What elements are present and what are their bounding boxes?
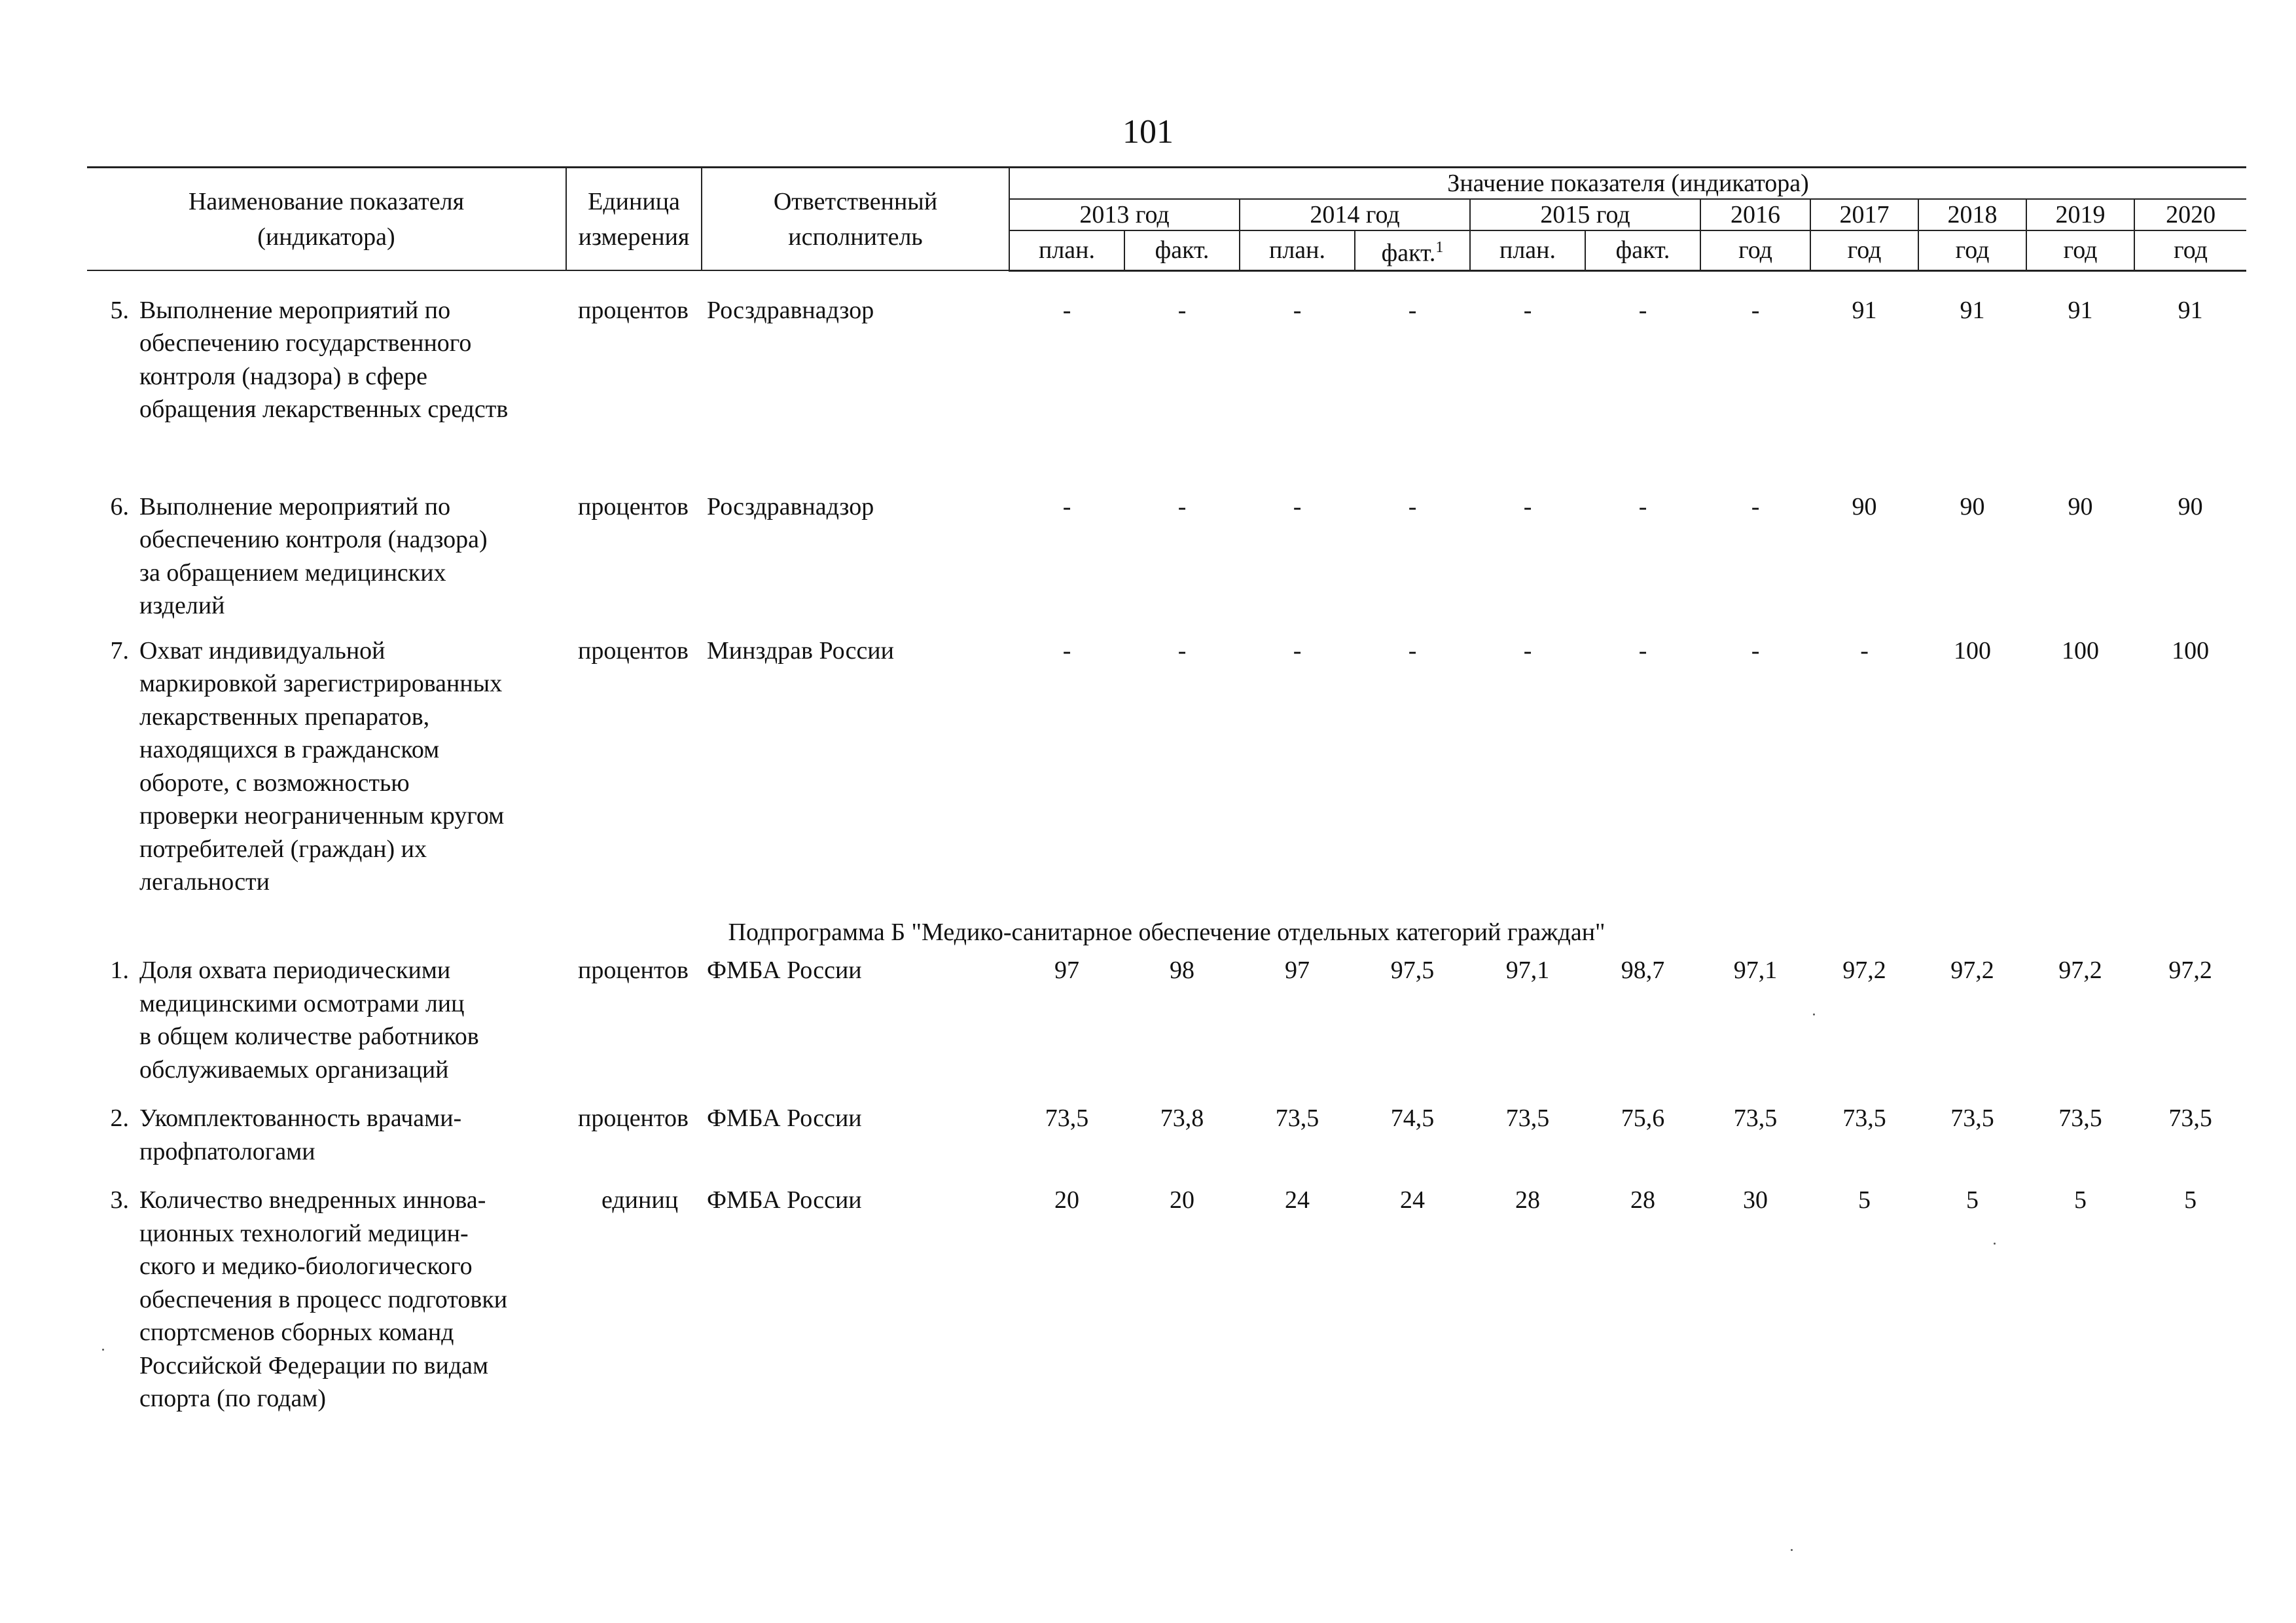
indicator-value: 98,7 xyxy=(1621,957,1665,985)
indicator-value: 91 xyxy=(2068,296,2093,324)
header-name-line: Наименование показателя xyxy=(188,187,465,215)
indicator-value: - xyxy=(1523,296,1532,324)
indicator-value: - xyxy=(1062,492,1071,520)
header-god-2017: год xyxy=(1810,230,1918,270)
indicator-value: 73,5 xyxy=(1733,1104,1778,1133)
footnote-marker: 1 xyxy=(1435,239,1444,256)
indicator-name-line: обеспечению государственного xyxy=(139,329,472,357)
table-row xyxy=(87,1102,2246,1184)
unit-of-measure: процентов xyxy=(578,636,689,665)
indicator-value: 73,8 xyxy=(1160,1104,1204,1133)
indicator-name-line: в общем количестве работников xyxy=(139,1023,479,1051)
indicator-value: - xyxy=(1408,296,1417,324)
scan-speck xyxy=(1813,1013,1815,1015)
responsible-executor: Минздрав России xyxy=(707,636,894,665)
row-spacer xyxy=(87,270,2246,294)
indicator-value: 73,5 xyxy=(1275,1104,1319,1133)
header-unit xyxy=(566,168,702,271)
indicator-value: 20 xyxy=(1054,1186,1080,1214)
indicator-name-line: обороте, с возможностью xyxy=(139,769,410,797)
table-row xyxy=(87,294,2246,490)
indicator-name-line: обращения лекарственных средств xyxy=(139,395,509,424)
indicator-value: 5 xyxy=(2074,1186,2087,1214)
subprogram-title: Подпрограмма Б "Медико-санитарное обеспечение отдельных категорий граждан" xyxy=(728,918,1605,946)
header-unit-line: Единица xyxy=(588,187,680,215)
indicator-value: 100 xyxy=(2062,636,2100,665)
indicator-value: 5 xyxy=(2184,1186,2197,1214)
indicator-value: 91 xyxy=(1960,296,1985,324)
indicator-value: 97,2 xyxy=(2168,957,2212,985)
indicators-table xyxy=(87,166,2246,1415)
indicator-name-line: изделий xyxy=(139,592,225,620)
indicator-value: 91 xyxy=(2178,296,2203,324)
row-number: 1. xyxy=(110,957,129,985)
indicator-name-line: Выполнение мероприятий по xyxy=(139,296,451,324)
indicator-value: 75,6 xyxy=(1621,1104,1665,1133)
indicator-value: 5 xyxy=(1966,1186,1979,1214)
indicator-name-line: легальности xyxy=(139,868,270,896)
header-value-group: Значение показателя (индикатора) xyxy=(1009,168,2246,200)
indicator-value: 28 xyxy=(1515,1186,1541,1214)
table-row xyxy=(87,490,2246,634)
header-fact-label: факт. xyxy=(1381,239,1436,267)
header-god-2020: год xyxy=(2134,230,2246,270)
row-number: 2. xyxy=(110,1104,129,1133)
indicator-value: - xyxy=(1523,492,1532,520)
indicator-name-line: спорта (по годам) xyxy=(139,1385,327,1413)
table-row xyxy=(87,1184,2246,1415)
indicator-name-line: Количество внедренных иннова- xyxy=(139,1186,486,1214)
header-god-2016: год xyxy=(1700,230,1810,270)
indicator-value: 97,2 xyxy=(1842,957,1886,985)
indicator-value: 98 xyxy=(1170,957,1195,985)
indicator-value: 97 xyxy=(1054,957,1080,985)
header-year-2014: 2014 год xyxy=(1240,199,1470,230)
indicator-value: - xyxy=(1062,296,1071,324)
indicator-value: - xyxy=(1293,296,1302,324)
indicator-name-line: Укомплектованность врачами- xyxy=(139,1104,462,1133)
indicator-value: 73,5 xyxy=(2168,1104,2212,1133)
indicator-value: 24 xyxy=(1285,1186,1310,1214)
subprogram-row xyxy=(87,899,2246,955)
header-unit-line: измерения xyxy=(578,223,690,251)
scan-speck xyxy=(102,1349,104,1351)
indicator-value: - xyxy=(1638,492,1647,520)
indicator-name-line: находящихся в гражданском xyxy=(139,736,440,764)
indicator-name-line: лекарственных препаратов, xyxy=(139,702,430,731)
responsible-executor: ФМБА России xyxy=(707,1186,862,1214)
table-row xyxy=(87,954,2246,1102)
indicator-value: - xyxy=(1293,636,1302,665)
header-fact-2014 xyxy=(1355,230,1470,270)
responsible-executor: Росздравнадзор xyxy=(707,296,874,324)
indicator-value: - xyxy=(1638,296,1647,324)
responsible-executor: Росздравнадзор xyxy=(707,492,874,520)
page-number: 101 xyxy=(1122,113,1174,151)
indicator-name-line: обеспечению контроля (надзора) xyxy=(139,526,488,554)
table-body xyxy=(87,270,2246,1415)
indicator-value: 97,1 xyxy=(1505,957,1550,985)
indicator-value: 97,5 xyxy=(1390,957,1435,985)
responsible-executor: ФМБА России xyxy=(707,1104,862,1133)
responsible-executor: ФМБА России xyxy=(707,957,862,985)
indicator-name xyxy=(139,1184,566,1415)
indicator-name xyxy=(139,490,566,634)
indicator-value: - xyxy=(1293,492,1302,520)
indicator-value: 73,5 xyxy=(1505,1104,1550,1133)
header-year-2013: 2013 год xyxy=(1009,199,1240,230)
indicator-value: 97 xyxy=(1285,957,1310,985)
header-indicator-name xyxy=(87,168,566,271)
indicator-name-line: контроля (надзора) в сфере xyxy=(139,362,427,390)
header-plan-2013: план. xyxy=(1009,230,1124,270)
indicator-name-line: обеспечения в процесс подготовки xyxy=(139,1285,508,1313)
indicator-value: 91 xyxy=(1852,296,1877,324)
header-executor xyxy=(702,168,1009,271)
unit-of-measure: процентов xyxy=(578,296,689,324)
indicator-name-line: спортсменов сборных команд xyxy=(139,1319,454,1347)
indicator-value: 90 xyxy=(1960,492,1985,520)
row-number: 3. xyxy=(110,1186,129,1214)
header-god-2018: год xyxy=(1918,230,2026,270)
indicator-value: - xyxy=(1177,636,1187,665)
indicator-value: 97,2 xyxy=(1950,957,1994,985)
header-year-2017: 2017 xyxy=(1810,199,1918,230)
indicator-name xyxy=(139,294,566,490)
indicator-name-line: потребителей (граждан) их xyxy=(139,835,427,863)
header-name-line: (индикатора) xyxy=(257,223,395,251)
indicator-name-line: Выполнение мероприятий по xyxy=(139,492,451,520)
indicator-value: 24 xyxy=(1400,1186,1426,1214)
indicator-name-line: Российской Федерации по видам xyxy=(139,1351,489,1379)
header-year-2016: 2016 xyxy=(1700,199,1810,230)
row-number: 5. xyxy=(110,296,129,324)
indicator-name xyxy=(139,634,566,899)
indicator-name-line: за обращением медицинских xyxy=(139,558,446,587)
unit-of-measure: процентов xyxy=(578,957,689,985)
header-executor-line: Ответственный xyxy=(773,187,938,215)
indicator-value: 5 xyxy=(1858,1186,1871,1214)
indicator-value: 74,5 xyxy=(1390,1104,1435,1133)
header-fact-2013: факт. xyxy=(1124,230,1240,270)
indicator-value: 90 xyxy=(1852,492,1877,520)
table-row xyxy=(87,634,2246,899)
row-number: 7. xyxy=(110,636,129,665)
header-plan-2015: план. xyxy=(1470,230,1585,270)
indicator-value: 73,5 xyxy=(1950,1104,1994,1133)
indicator-name-line: ского и медико-биологического xyxy=(139,1252,473,1281)
indicator-name-line: профпатологами xyxy=(139,1137,315,1165)
indicator-name-line: обслуживаемых организаций xyxy=(139,1055,449,1084)
header-year-2015: 2015 год xyxy=(1470,199,1700,230)
header-year-2019: 2019 xyxy=(2026,199,2134,230)
header-plan-2014: план. xyxy=(1240,230,1355,270)
header-year-2020: 2020 xyxy=(2134,199,2246,230)
table-header xyxy=(87,168,2246,271)
spacer-cell xyxy=(87,270,2246,294)
header-executor-line: исполнитель xyxy=(788,223,923,251)
indicator-value: 90 xyxy=(2178,492,2203,520)
indicator-value: - xyxy=(1523,636,1532,665)
indicator-value: - xyxy=(1638,636,1647,665)
indicator-value: 73,5 xyxy=(2058,1104,2102,1133)
indicator-value: 97,2 xyxy=(2058,957,2102,985)
indicator-value: - xyxy=(1177,492,1187,520)
indicator-name-line: медицинскими осмотрами лиц xyxy=(139,989,465,1017)
indicator-value: - xyxy=(1751,492,1760,520)
indicator-value: 73,5 xyxy=(1842,1104,1886,1133)
indicator-value: - xyxy=(1751,296,1760,324)
row-number: 6. xyxy=(110,492,129,520)
unit-of-measure: единиц xyxy=(601,1186,679,1214)
indicator-value: - xyxy=(1860,636,1869,665)
scan-speck xyxy=(1994,1243,1996,1245)
unit-of-measure: процентов xyxy=(578,492,689,520)
header-year-2018: 2018 xyxy=(1918,199,2026,230)
indicator-value: - xyxy=(1177,296,1187,324)
indicator-name-line: проверки неограниченным кругом xyxy=(139,802,505,830)
indicator-value: 30 xyxy=(1743,1186,1768,1214)
header-fact-2015: факт. xyxy=(1585,230,1700,270)
indicator-name-line: Доля охвата периодическими xyxy=(139,957,451,985)
indicator-value: 20 xyxy=(1170,1186,1195,1214)
indicator-value: 97,1 xyxy=(1733,957,1778,985)
unit-of-measure: процентов xyxy=(578,1104,689,1133)
indicator-name-line: Охват индивидуальной xyxy=(139,636,386,665)
indicator-value: - xyxy=(1751,636,1760,665)
scan-speck xyxy=(1791,1549,1793,1551)
indicator-name-line: ционных технологий медицин- xyxy=(139,1219,469,1247)
indicator-value: 28 xyxy=(1630,1186,1656,1214)
indicator-name-line: маркировкой зарегистрированных xyxy=(139,670,503,698)
indicator-value: - xyxy=(1408,636,1417,665)
indicator-value: - xyxy=(1062,636,1071,665)
indicator-name xyxy=(139,954,566,1102)
indicator-value: 100 xyxy=(2172,636,2210,665)
indicator-value: 100 xyxy=(1954,636,1992,665)
indicator-value: 73,5 xyxy=(1045,1104,1089,1133)
indicator-name xyxy=(139,1102,566,1184)
header-god-2019: год xyxy=(2026,230,2134,270)
indicator-value: 90 xyxy=(2068,492,2093,520)
indicator-value: - xyxy=(1408,492,1417,520)
